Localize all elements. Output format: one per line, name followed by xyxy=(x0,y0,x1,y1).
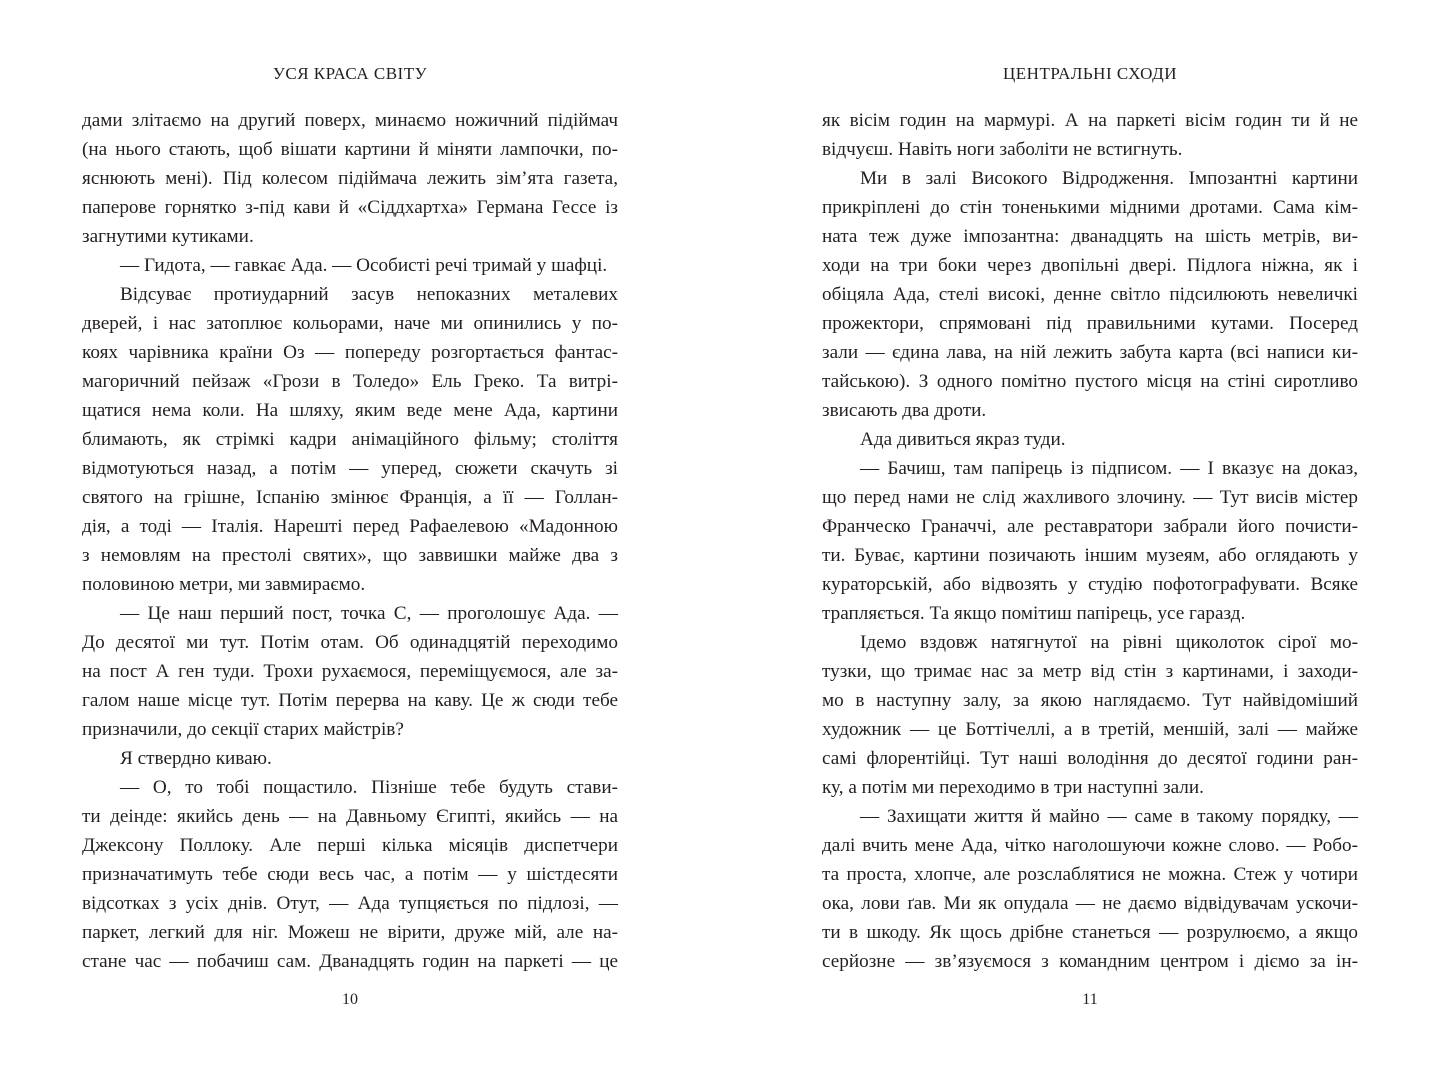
running-head: ЦЕНТРАЛЬНІ СХОДИ xyxy=(1003,64,1177,83)
text-line: — Гидота, — гавкає Ада. — Особисті речі тримай у шафці. xyxy=(120,255,608,276)
text-line: серйозне — зв’язуємося з командним центром і діємо за ін- xyxy=(822,951,1358,972)
text-line: ходи на три боки через двопільні двері. Підлога ніжна, як і xyxy=(822,255,1358,276)
text-line: призначили, до секції старих майстрів? xyxy=(82,719,404,740)
text-line: Ада дивиться якраз туди. xyxy=(860,429,1066,450)
text-line: паперове горнятко з-під кави й «Сіддхартха» Германа Гессе із xyxy=(82,197,618,218)
text-line: блимають, як стрімкі кадри анімаційного фільму; століття xyxy=(82,429,618,450)
body-text xyxy=(82,106,618,976)
text-line: що перед нами не слід жахливого злочину. — Тут висів містер xyxy=(822,487,1358,508)
text-line: трапляється. Та якщо помітиш папірець, усе гаразд. xyxy=(822,603,1246,624)
text-line: Джексону Поллоку. Але перші кілька місяців диспетчери xyxy=(82,835,618,856)
text-line: ната теж дуже імпозантна: дванадцять на шість метрів, ви- xyxy=(822,226,1358,247)
text-line: з немовлям на престолі святих», що заввишки майже два з xyxy=(82,545,618,566)
text-line: ока, лови ґав. Ми як опудала — не даємо відвідувачам ускочи- xyxy=(822,893,1358,914)
text-line: звисають два дроти. xyxy=(822,400,987,421)
right-page xyxy=(822,0,1358,1080)
text-line: — Це наш перший пост, точка С, — проголошує Ада. — xyxy=(120,603,618,624)
text-line: дія, а тоді — Італія. Нарешті перед Рафаелевою «Мадонною xyxy=(82,516,618,537)
text-line: прожектори, спрямовані під правильними кутами. Посеред xyxy=(822,313,1358,334)
text-line: зали — єдина лава, на ній лежить забута карта (всі написи ки- xyxy=(822,342,1358,363)
text-line: ти. Буває, картини позичають іншим музеям, або оглядають у xyxy=(822,545,1358,566)
text-line: паркет, легкий для ніг. Можеш не вірити, друже мій, але на- xyxy=(82,922,618,943)
text-line: відмотуються назад, а потім — уперед, сюжети скачуть зі xyxy=(82,458,618,479)
text-line: художник — це Боттічеллі, а в третій, меншій, залі — майже xyxy=(822,719,1358,740)
text-line: та проста, хлопче, але розслаблятися не можна. Стеж у чотири xyxy=(822,864,1358,885)
text-line: стане час — побачиш сам. Дванадцять годин на паркеті — це xyxy=(82,951,618,972)
text-line: магоричний пейзаж «Грози в Толедо» Ель Греко. Та витрі- xyxy=(82,371,618,392)
page-number: 10 xyxy=(342,991,358,1008)
text-line: ти деінде: якийсь день — на Давньому Єгипті, якийсь — на xyxy=(82,806,618,827)
text-line: До десятої ми тут. Потім отам. Об одинадцятій переходимо xyxy=(82,632,618,653)
text-line: як вісім годин на мармурі. А на паркеті вісім годин ти й не xyxy=(822,110,1358,131)
text-line: Я ствердно киваю. xyxy=(120,748,272,769)
text-line: Ми в залі Високого Відродження. Імпозантні картини xyxy=(860,168,1358,189)
text-line: самі флорентійці. Тут наші володіння до десятої години ран- xyxy=(822,748,1358,769)
text-line: кураторській, або відвозять у студію пофотографувати. Всяке xyxy=(822,574,1358,595)
text-line: прикріплені до стін тоненькими мідними дротами. Сама кім- xyxy=(822,197,1358,218)
body-text xyxy=(822,106,1358,976)
text-line: щатися нема коли. На шляху, яким веде мене Ада, картини xyxy=(82,400,618,421)
text-line: (на нього стають, щоб вішати картини й міняти лампочки, по- xyxy=(82,139,618,160)
text-line: дами злітаємо на другий поверх, минаємо ножичний підіймач xyxy=(82,110,618,131)
text-line: обіцяла Ада, стелі високі, денне світло підсилюють невеличкі xyxy=(822,284,1358,305)
text-line: Відсуває протиударний засув непоказних металевих xyxy=(120,284,618,305)
text-line: дверей, і нас затоплює кольорами, наче ми опинились у по- xyxy=(82,313,618,334)
text-line: яснюють мені). Під колесом підіймача лежить зім’ята газета, xyxy=(82,168,618,189)
text-line: — О, то тобі пощастило. Пізніше тебе будуть стави- xyxy=(120,777,618,798)
text-line: — Захищати життя й майно — саме в такому порядку, — xyxy=(860,806,1358,827)
text-line: мо в наступну залу, за якою наглядаємо. Тут найвідоміший xyxy=(822,690,1358,711)
text-line: відсотках з усіх днів. Отут, — Ада тупцяється по підлозі, — xyxy=(82,893,618,914)
text-line: тайською). З одного помітно пустого місця на стіні сиротливо xyxy=(822,371,1358,392)
page-number: 11 xyxy=(1082,991,1098,1008)
text-line: на пост А ген туди. Трохи рухаємося, переміщуємося, але за- xyxy=(82,661,618,682)
text-line: ку, а потім ми переходимо в три наступні зали. xyxy=(822,777,1204,798)
text-line: святого на грішне, Іспанію змінює Франція, а її — Голлан- xyxy=(82,487,618,508)
text-line: загнутими кутиками. xyxy=(82,226,254,247)
text-line: галом наше місце тут. Потім перерва на каву. Це ж сюди тебе xyxy=(82,690,618,711)
text-line: відчуєш. Навіть ноги заболіти не встигнуть. xyxy=(822,139,1183,160)
running-head: УСЯ КРАСА СВІТУ xyxy=(272,64,428,83)
text-line: — Бачиш, там папірець із підписом. — І вказує на доказ, xyxy=(860,458,1358,479)
text-line: далі вчить мене Ада, чітко наголошуючи кожне слово. — Робо- xyxy=(822,835,1358,856)
text-line: коях чарівника країни Оз — попереду розгортається фантас- xyxy=(82,342,618,363)
text-line: Ідемо вздовж натягнутої на рівні щиколоток сірої мо- xyxy=(860,632,1358,653)
text-line: призначатимуть тебе сюди весь час, а потім — у шістдесяти xyxy=(82,864,618,885)
text-line: половиною метри, ми завмираємо. xyxy=(82,574,366,595)
text-line: Франческо Граначчі, але реставратори забрали його почисти- xyxy=(822,516,1358,537)
text-line: тузки, що тримає нас за метр від стін з картинами, і заходи- xyxy=(822,661,1358,682)
left-page xyxy=(82,0,618,1080)
text-line: ти в шкоду. Як щось дрібне станеться — розрулюємо, а якщо xyxy=(822,922,1358,943)
